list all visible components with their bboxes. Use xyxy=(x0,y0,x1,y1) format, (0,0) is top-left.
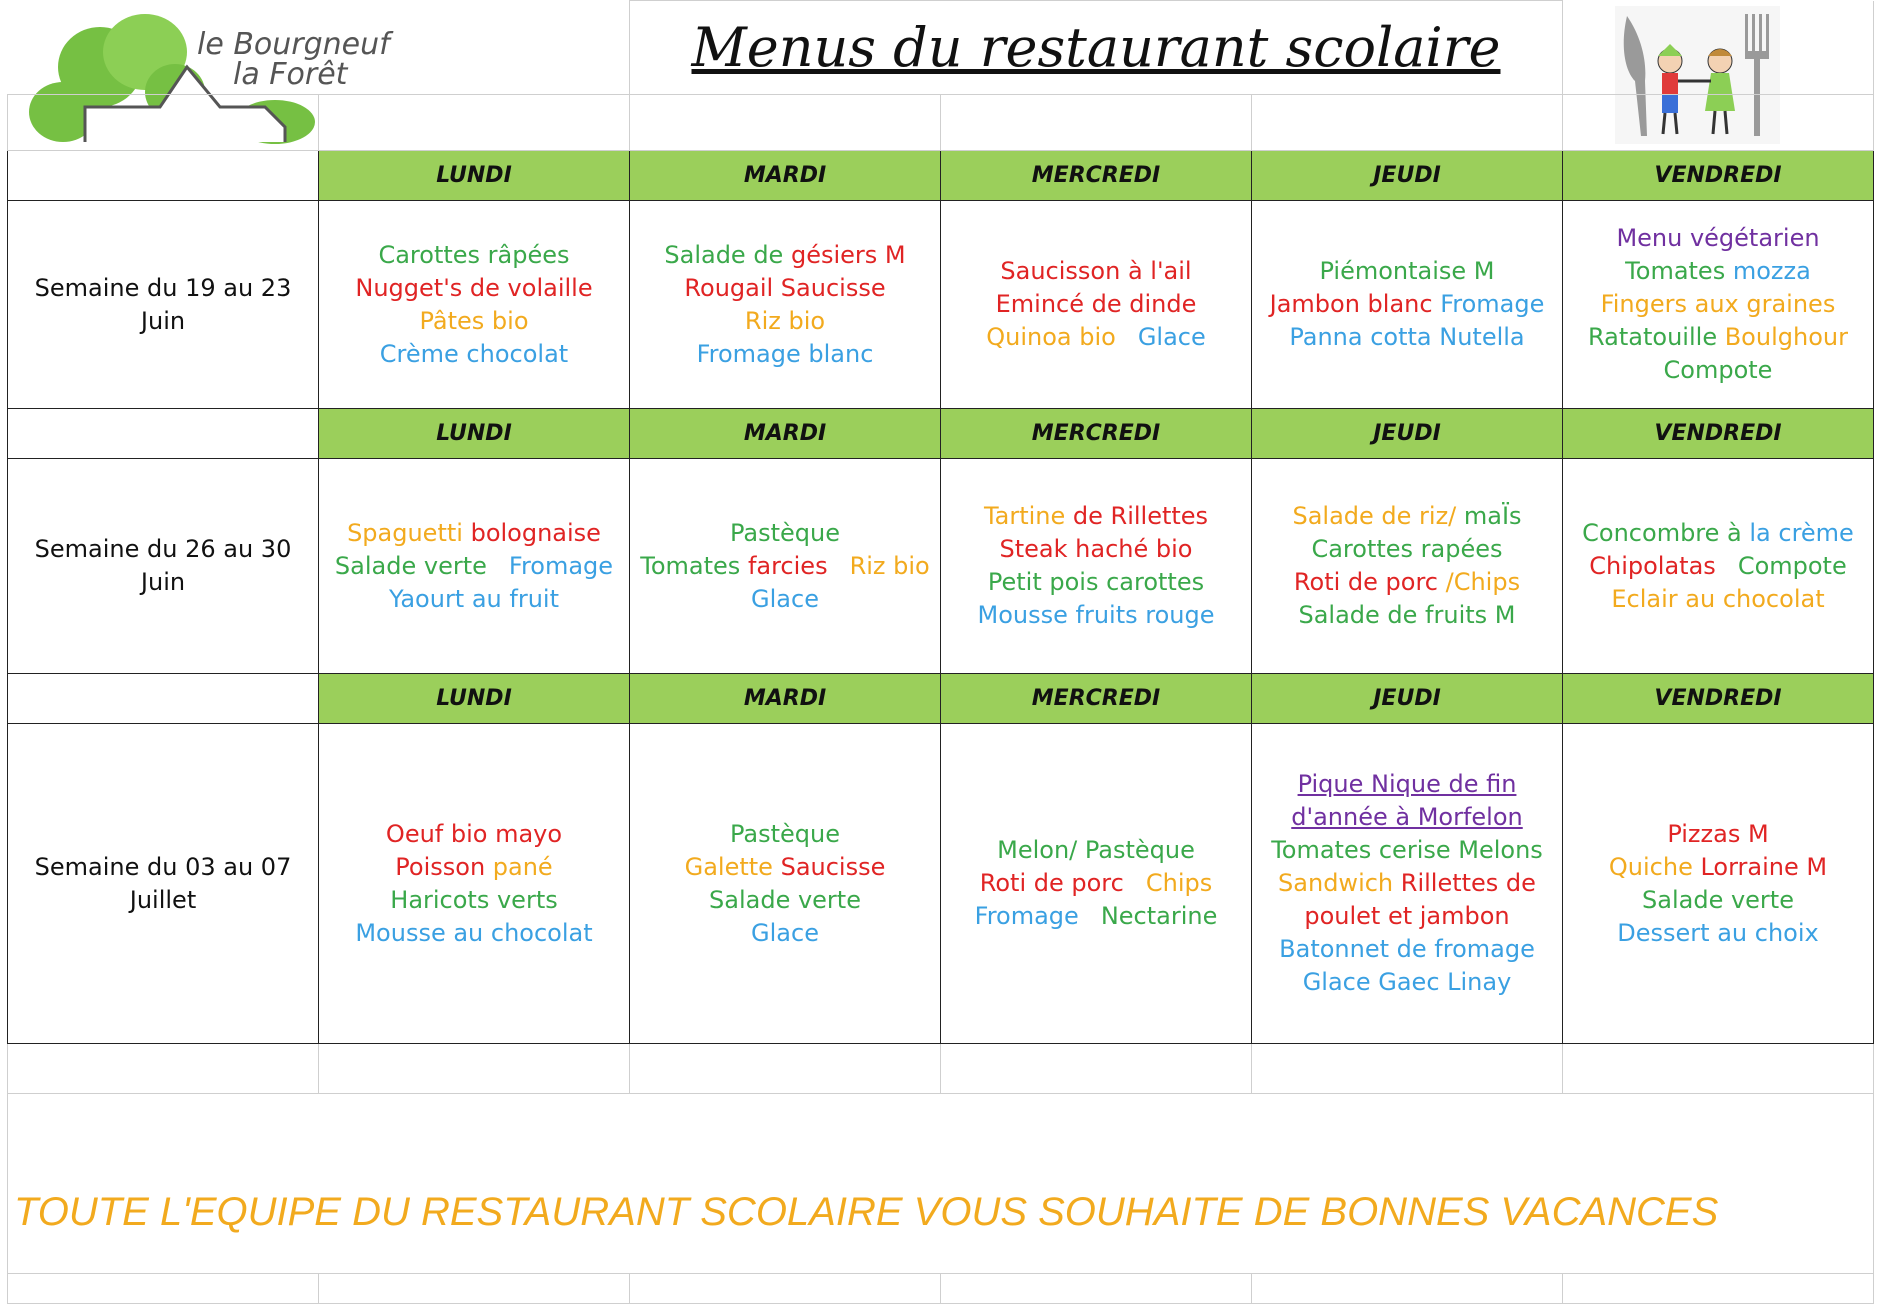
menu-item: Oeuf bio mayo xyxy=(385,819,563,848)
menu-line xyxy=(1252,933,1562,966)
menu-item: Galette xyxy=(684,852,781,881)
day-header: JEUDI xyxy=(1252,151,1563,201)
menu-item: d'année à Morfelon xyxy=(1291,803,1523,831)
menu-item: Chips xyxy=(1145,869,1213,897)
title-cell xyxy=(630,1,1563,95)
menu-line xyxy=(941,500,1251,533)
menu-item: Yaourt au fruit xyxy=(388,584,559,613)
menu-item: Pique Nique de fin xyxy=(1297,770,1517,798)
menu-item: Fromage xyxy=(1440,290,1545,318)
menu-item: Batonnet de fromage xyxy=(1279,935,1535,963)
day-header: VENDREDI xyxy=(1563,151,1874,201)
menu-line xyxy=(319,583,629,616)
menu-line xyxy=(630,818,940,851)
menu-item: Fromage blanc xyxy=(696,339,874,368)
menu-item: Tomates cerise Melons xyxy=(1271,836,1543,864)
menu-cell xyxy=(1563,201,1874,409)
menu-line xyxy=(1252,801,1562,834)
days-header-row-1 xyxy=(8,151,1874,201)
menu-line xyxy=(1563,354,1873,387)
menu-item: Tomates xyxy=(640,551,748,580)
day-header: LUNDI xyxy=(319,674,630,724)
menu-line xyxy=(1252,566,1562,599)
menu-item: Lorraine M xyxy=(1700,852,1828,881)
menu-item: Pastèque xyxy=(730,819,840,848)
menu-item: Salade de fruits M xyxy=(1298,601,1516,629)
menu-table xyxy=(7,0,1874,1304)
menu-item: gésiers M xyxy=(790,240,906,269)
menu-line xyxy=(941,599,1251,632)
day-header: LUNDI xyxy=(319,151,630,201)
menu-cell xyxy=(319,724,630,1044)
menu-item: Petit pois carottes xyxy=(987,568,1205,596)
menu-item: Spaguetti xyxy=(347,518,471,547)
menu-line xyxy=(1252,966,1562,999)
menu-line xyxy=(630,583,940,616)
menu-cell xyxy=(630,459,941,674)
week-label: Semaine du 19 au 23 Juin xyxy=(8,201,319,409)
menu-item: Fromage xyxy=(974,902,1079,930)
menu-line xyxy=(1252,321,1562,354)
menu-item: Concombre à xyxy=(1582,518,1750,547)
menu-item: Dessert au choix xyxy=(1617,918,1819,947)
menu-item: Crème chocolat xyxy=(379,339,569,368)
week-label: Semaine du 03 au 07 Juillet xyxy=(8,724,319,1044)
menu-line xyxy=(941,533,1251,566)
menu-item: Glace xyxy=(751,584,819,613)
menu-item: pané xyxy=(492,852,553,881)
menu-line xyxy=(630,239,940,272)
menu-item: Tomates xyxy=(1625,257,1733,285)
week-row-3 xyxy=(8,724,1874,1044)
page-title: Menus du restaurant scolaire xyxy=(691,16,1501,79)
menu-line xyxy=(630,851,940,884)
menu-line xyxy=(630,305,940,338)
menu-item: /Chips xyxy=(1445,568,1521,596)
menu-item: Steak haché bio xyxy=(999,535,1193,563)
menu-cell xyxy=(319,459,630,674)
menu-line xyxy=(1252,255,1562,288)
menu-cell xyxy=(941,201,1252,409)
menu-item: Saucisson à l'ail xyxy=(1000,257,1192,285)
menu-item: Salade verte xyxy=(709,885,861,914)
menu-line xyxy=(1563,321,1873,354)
menu-line xyxy=(1252,867,1562,900)
menu-cell xyxy=(1252,459,1563,674)
menu-line xyxy=(630,917,940,950)
menu-item: Boulghour xyxy=(1724,323,1848,351)
menu-line xyxy=(1563,818,1873,851)
menu-item: Eclair xyxy=(1611,584,1686,613)
menu-item: farcies xyxy=(747,551,828,580)
menu-item: maÏs xyxy=(1463,502,1522,530)
menu-line xyxy=(1563,288,1873,321)
menu-cell xyxy=(1252,724,1563,1044)
menu-item: Pâtes bio xyxy=(419,306,529,335)
day-header: JEUDI xyxy=(1252,409,1563,459)
menu-item: poulet et jambon xyxy=(1304,902,1510,930)
menu-item: Quiche xyxy=(1608,852,1701,881)
menu-line xyxy=(1252,288,1562,321)
day-header: MERCREDI xyxy=(941,409,1252,459)
menu-item: Tartine xyxy=(983,502,1073,530)
week-row-2 xyxy=(8,459,1874,674)
menu-line xyxy=(630,272,940,305)
menu-item: Haricots verts xyxy=(390,885,558,914)
menu-item: Glace Gaec Linay xyxy=(1302,968,1512,996)
menu-line xyxy=(319,851,629,884)
menu-cell xyxy=(1252,201,1563,409)
menu-line xyxy=(1252,599,1562,632)
menu-item: Chipolatas xyxy=(1589,551,1716,580)
menu-line xyxy=(941,321,1251,354)
menu-item: Panna cotta Nutella xyxy=(1289,323,1525,351)
day-header: VENDREDI xyxy=(1563,674,1874,724)
menu-item: Roti de porc xyxy=(979,869,1124,897)
menu-line xyxy=(630,338,940,371)
menu-item: de Rillettes xyxy=(1072,502,1209,530)
menu-line xyxy=(941,900,1251,933)
menu-line xyxy=(1563,851,1873,884)
menu-item: Nectarine xyxy=(1100,902,1218,930)
menu-item: Fromage xyxy=(508,551,614,580)
menu-item: Piémontaise M xyxy=(1319,257,1495,285)
menu-cell xyxy=(630,201,941,409)
menu-item: Salade de xyxy=(664,240,791,269)
menu-item: Fingers aux graines xyxy=(1600,290,1836,318)
menu-line xyxy=(319,338,629,371)
menu-line xyxy=(1252,533,1562,566)
menu-line xyxy=(630,884,940,917)
menu-item: Jambon blanc xyxy=(1269,290,1441,318)
menu-item: bolognaise xyxy=(470,518,601,547)
menu-line xyxy=(941,867,1251,900)
menu-item: Sandwich xyxy=(1278,869,1401,897)
menu-item: Glace xyxy=(751,918,819,947)
menu-item: Pastèque xyxy=(730,518,840,547)
menu-item: mozza xyxy=(1732,257,1811,285)
menu-line xyxy=(941,834,1251,867)
days-header-row-2 xyxy=(8,409,1874,459)
menu-cell xyxy=(630,724,941,1044)
menu-line xyxy=(319,550,629,583)
menu-cell xyxy=(1563,459,1874,674)
menu-item: Poisson xyxy=(395,852,493,881)
menu-item: au chocolat xyxy=(1685,584,1825,613)
menu-item: Roti de porc xyxy=(1293,568,1446,596)
menu-item: Pizzas M xyxy=(1667,819,1769,848)
menu-item: Rillettes de xyxy=(1400,869,1536,897)
week-label: Semaine du 26 au 30 Juin xyxy=(8,459,319,674)
menu-item: Mousse fruits rouge xyxy=(977,601,1215,629)
menu-cell xyxy=(1563,724,1874,1044)
footer-message: TOUTE L'EQUIPE DU RESTAURANT SCOLAIRE VOUS SOUHAITE DE BONNES VACANCES xyxy=(14,1190,1719,1234)
menu-item: Carottes rapées xyxy=(1311,535,1503,563)
menu-line xyxy=(1563,917,1873,950)
menu-line xyxy=(1563,517,1873,550)
day-header: LUNDI xyxy=(319,409,630,459)
day-header: MARDI xyxy=(630,674,941,724)
menu-line xyxy=(1252,834,1562,867)
menu-item: Nugget's de volaille xyxy=(355,273,593,302)
menu-item: Salade verte xyxy=(1642,885,1794,914)
menu-item: Mousse au chocolat xyxy=(355,918,593,947)
menu-item: Carottes râpées xyxy=(378,240,570,269)
menu-item: Ratatouille xyxy=(1588,323,1725,351)
menu-item: Rougail Saucisse xyxy=(684,273,886,302)
menu-item: Saucisse xyxy=(780,852,886,881)
menu-line xyxy=(941,566,1251,599)
menu-line xyxy=(1252,768,1562,801)
day-header: MERCREDI xyxy=(941,674,1252,724)
menu-line xyxy=(1252,900,1562,933)
menu-line xyxy=(319,517,629,550)
menu-line xyxy=(630,517,940,550)
day-header: VENDREDI xyxy=(1563,409,1874,459)
menu-item: Salade verte xyxy=(334,551,487,580)
menu-item: Riz bio xyxy=(849,551,930,580)
day-header: JEUDI xyxy=(1252,674,1563,724)
menu-item: Emincé de dinde xyxy=(995,290,1197,318)
logo-line1: le Bourgneuf xyxy=(197,27,390,62)
logo-line2: la Forêt xyxy=(233,57,348,92)
menu-line xyxy=(319,818,629,851)
menu-line xyxy=(319,917,629,950)
day-header: MERCREDI xyxy=(941,151,1252,201)
menu-item: Compote xyxy=(1737,551,1847,580)
menu-item: Riz bio xyxy=(744,306,826,335)
day-header: MARDI xyxy=(630,409,941,459)
menu-line xyxy=(1563,884,1873,917)
menu-cell xyxy=(941,459,1252,674)
menu-line xyxy=(319,884,629,917)
menu-cell xyxy=(941,724,1252,1044)
menu-line xyxy=(319,272,629,305)
menu-line xyxy=(941,288,1251,321)
menu-line xyxy=(1563,583,1873,616)
menu-item: Salade de riz/ xyxy=(1292,502,1464,530)
menu-line xyxy=(1563,550,1873,583)
menu-line xyxy=(319,305,629,338)
menu-line xyxy=(630,550,940,583)
menu-item: la crème xyxy=(1749,518,1854,547)
menu-cell xyxy=(319,201,630,409)
menu-item: Quinoa bio xyxy=(986,323,1116,351)
menu-item: Menu végétarien xyxy=(1616,224,1820,252)
menu-line xyxy=(319,239,629,272)
menu-item: Melon/ Pastèque xyxy=(997,836,1195,864)
menu-item: Glace xyxy=(1137,323,1206,351)
menu-item: Compote xyxy=(1663,356,1773,384)
week-row-1 xyxy=(8,201,1874,409)
day-header: MARDI xyxy=(630,151,941,201)
menu-line xyxy=(941,255,1251,288)
menu-line xyxy=(1563,255,1873,288)
menu-line xyxy=(1252,500,1562,533)
days-header-row-3 xyxy=(8,674,1874,724)
menu-line xyxy=(1563,222,1873,255)
